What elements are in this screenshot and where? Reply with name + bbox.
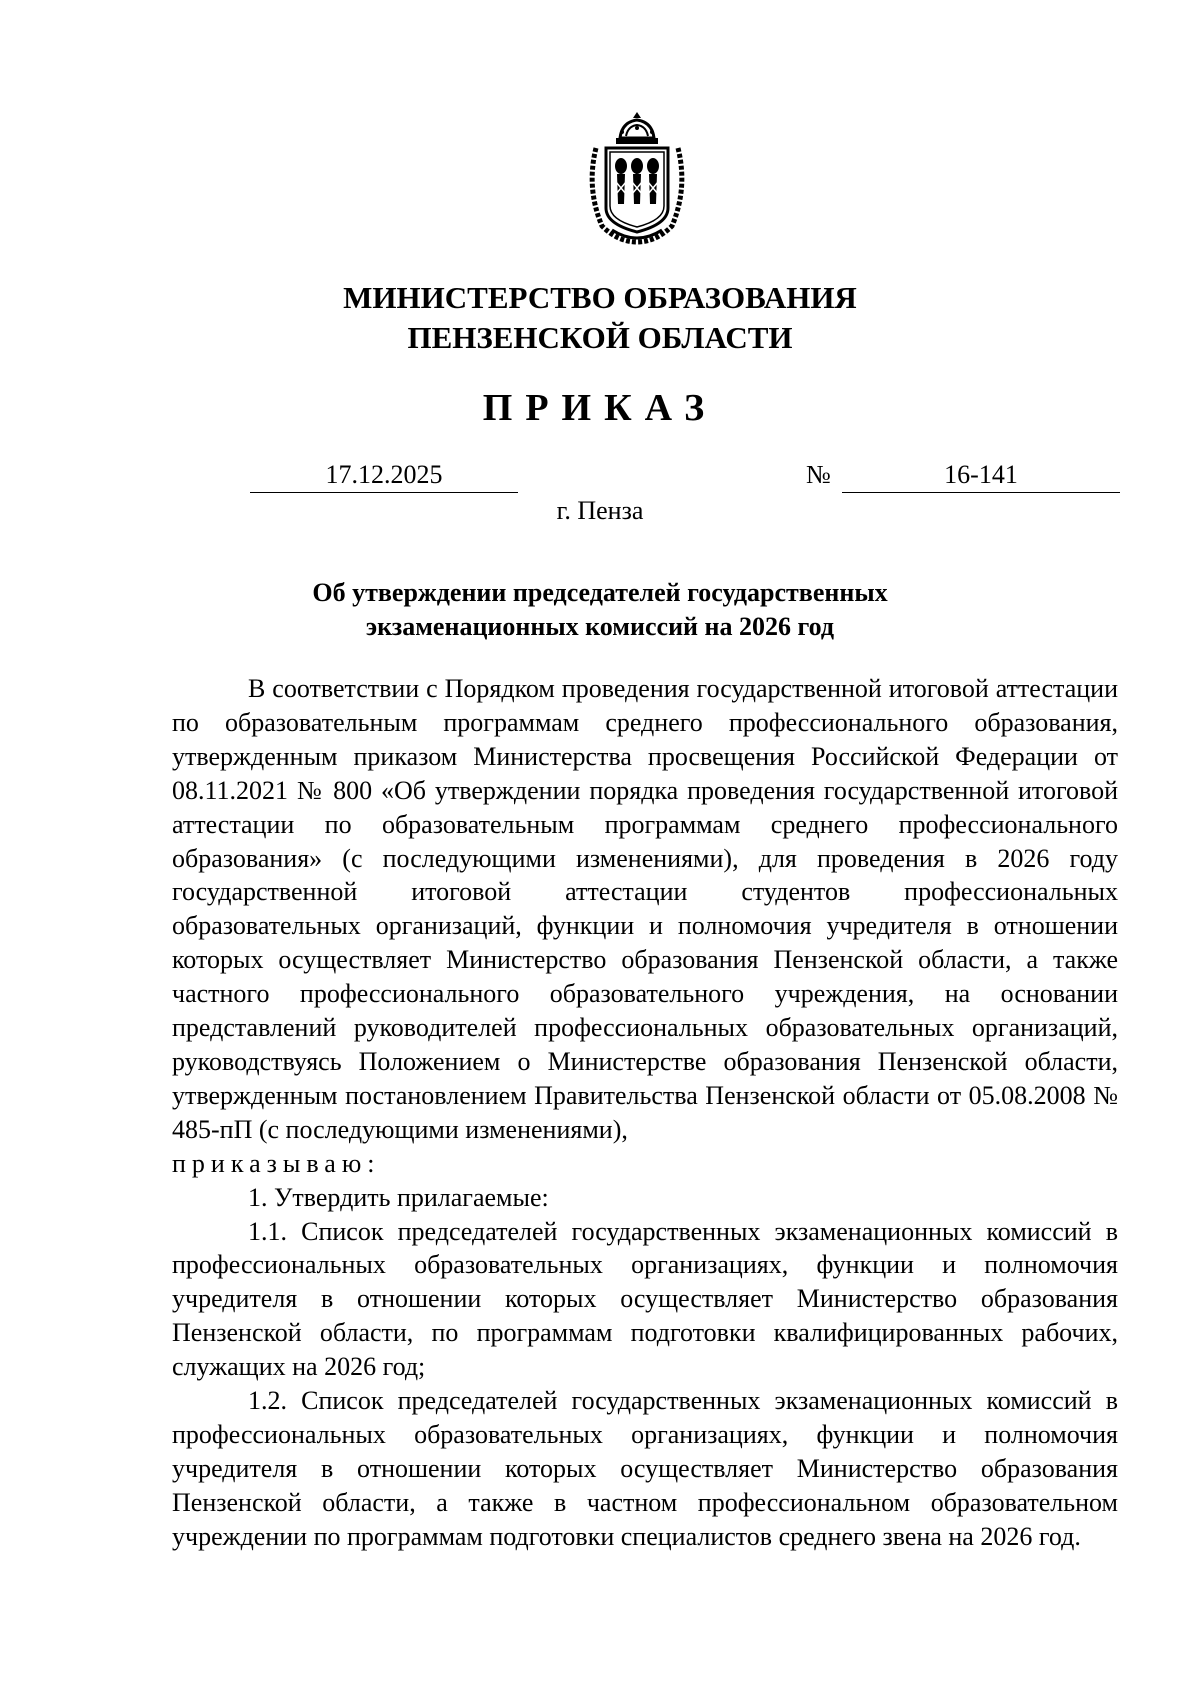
ministry-name-line2: ПЕНЗЕНСКОЙ ОБЛАСТИ	[407, 320, 793, 355]
order-body	[172, 672, 1118, 1554]
preamble-paragraph: В соответствии с Порядком проведения государственной итоговой аттестации по образовательным программам среднего профессионального образования, утвержденным приказом Министерства просвещения Российской Федерации от 08.11.2021 № 800 «Об утверждении порядка проведения государственной итоговой аттестации по образовательным программам среднего профессионального образования» (с последующими изменениями), для проведения в 2026 году государственной итоговой аттестации студентов профессиональных образовательных организаций, функции и полномочия учредителя в отношении которых осуществляет Министерство образования Пензенской области, а также частного профессионального образовательного учреждения, на основании представлений руководителей профессиональных образовательных организаций, руководствуясь Положением о Министерстве образования Пензенской области, утвержденным постановлением Правительства Пензенской области от 05.08.2008 № 485-пП (с последующими изменениями),	[172, 674, 1118, 1144]
order-number: 16-141	[842, 458, 1120, 493]
order-date: 17.12.2025	[250, 458, 518, 493]
ministry-name-line1: МИНИСТЕРСТВО ОБРАЗОВАНИЯ	[343, 280, 857, 315]
coat-of-arms-icon	[582, 108, 692, 248]
item-1-1: 1.1. Список председателей государственных экзаменационных комиссий в профессиональных образовательных организациях, функции и полномочия учредителя в отношении которых осуществляет Министерство образования Пензенской области, по программам подготовки квалифицированных рабочих, служащих на 2026 год;	[172, 1216, 1118, 1382]
item-1: 1. Утвердить прилагаемые:	[248, 1182, 549, 1212]
order-directive: приказываю:	[172, 1148, 381, 1178]
issue-city: г. Пенза	[556, 496, 644, 525]
document-type-title: ПРИКАЗ	[482, 387, 718, 429]
order-subject-line2: экзаменационных комиссий на 2026 год	[365, 612, 835, 641]
order-subject-line1: Об утверждении председателей государственных	[312, 578, 888, 607]
order-subject	[0, 576, 1200, 644]
number-sign: №	[806, 460, 831, 489]
item-1-2: 1.2. Список председателей государственных экзаменационных комиссий в профессиональных образовательных организациях, функции и полномочия учредителя в отношении которых осуществляет Министерство образования Пензенской области, а также в частном профессиональном образовательном учреждении по программам подготовки специалистов среднего звена на 2026 год.	[172, 1386, 1118, 1551]
